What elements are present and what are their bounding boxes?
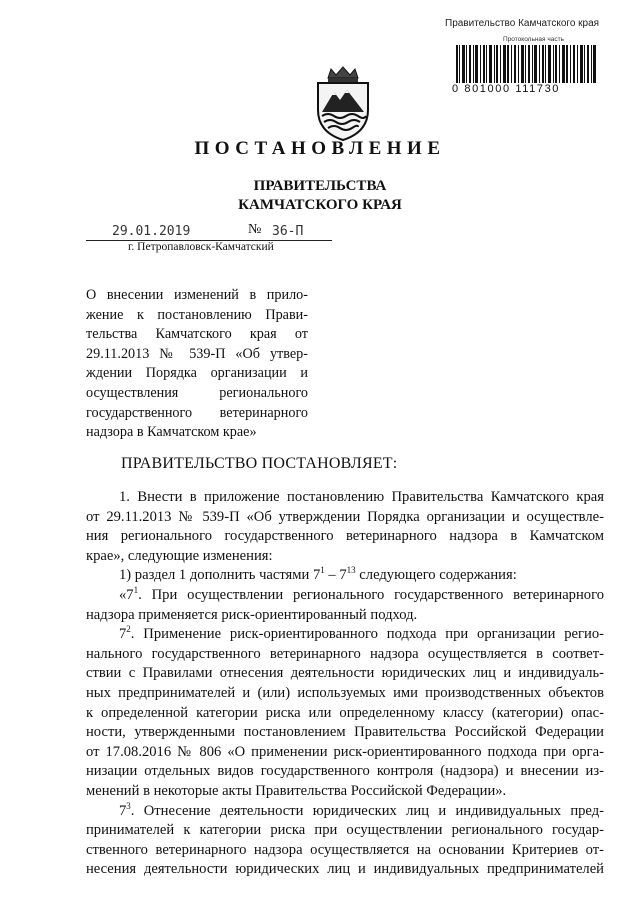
body-line: ствии с Правилами отнесения деятельности юридических лиц и индивидуаль- [86,665,604,682]
coat-of-arms-icon [314,66,372,142]
subject-line: осуществления регионального [86,384,308,401]
document-type-title: ПОСТАНОВЛЕНИЕ [194,138,446,159]
barcode [456,45,596,83]
subject-line: жение к постановлению Прави- [86,306,308,323]
document-number: 36-П [272,224,304,239]
body-line-subpoint: 1) раздел 1 дополнить частями $7^1 - 7^{13}$ следующего содержания: [119,565,517,584]
body-line: нального государственного ветеринарного надзора осуществляется в соответ- [86,645,604,662]
subject-line: надзора в Камчатском крае» [86,424,257,441]
body-line: принимателей к категории риска при осуществлении регионального государ- [86,822,604,839]
registration-stamp-subtitle: Протокольная часть [503,36,564,43]
body-line: надзора применяется риск-ориентированный подход. [86,606,418,623]
subject-line: 29.11.2013 № 539-П «Об утвер- [86,345,308,362]
body-line-part: $7^2$. Применение риск-ориентированного подхода при организации регио- [119,624,604,643]
body-line: менений в некоторые акты Правительства Российской Федерации». [86,782,507,799]
number-label: № [248,222,262,237]
body-line: ственного ветеринарного надзора осуществляется на основании Критериев от- [86,841,604,858]
barcode-number: 0 801000 111730 [452,83,561,95]
document-date: 29.01.2019 [112,224,191,239]
body-line: от 17.08.2016 № 806 «О применении риск-ориентированного подхода при орга- [86,743,604,760]
subject-line: О внесении изменений в прило- [86,287,308,303]
issue-place: г. Петропавловск-Камчатский [128,241,274,253]
body-line: от 29.11.2013 № 539-П «Об утверждении Порядка организации и осуществле- [86,508,604,525]
document-body [86,488,604,880]
subject-line: государственного ветеринарного [86,404,308,421]
body-line: ния регионального государственного ветеринарного надзора в Камчатском [86,528,604,545]
body-line: низации отдельных видов государственного контроля (надзора) и внесении из- [86,763,604,780]
body-line: ных предпринимателей и (или) используемых ими производственных объектов [86,684,604,701]
body-line: к определенной категории риска или определенному классу (категории) опас- [86,704,604,721]
body-line: крае», следующие изменения: [86,547,273,564]
subject-line: ждении Порядка организации и [86,365,308,382]
issuer-line-2: КАМЧАТСКОГО КРАЯ [238,197,402,213]
registration-stamp-organization: Правительство Камчатского края [445,18,600,29]
document-subject [86,286,308,443]
decree-heading: ПРАВИТЕЛЬСТВО ПОСТАНОВЛЯЕТ: [121,455,398,472]
body-line-part: $7^3$. Отнесение деятельности юридических лиц и индивидуальных пред- [119,800,604,819]
issuer-line-1: ПРАВИТЕЛЬСТВА [253,178,387,194]
body-line: несения деятельности юридических лиц и индивидуальных предпринимателей [86,861,604,878]
subject-line: тельства Камчатского края от [86,326,308,343]
body-line: 1. Внести в приложение постановлению Правительства Камчатского края [119,489,604,505]
body-line: ности, утвержденными постановлением Правительства Российской Федерации [86,724,604,741]
body-line-part: «$7^1$. При осуществлении регионального государственного ветеринарного [119,584,604,603]
